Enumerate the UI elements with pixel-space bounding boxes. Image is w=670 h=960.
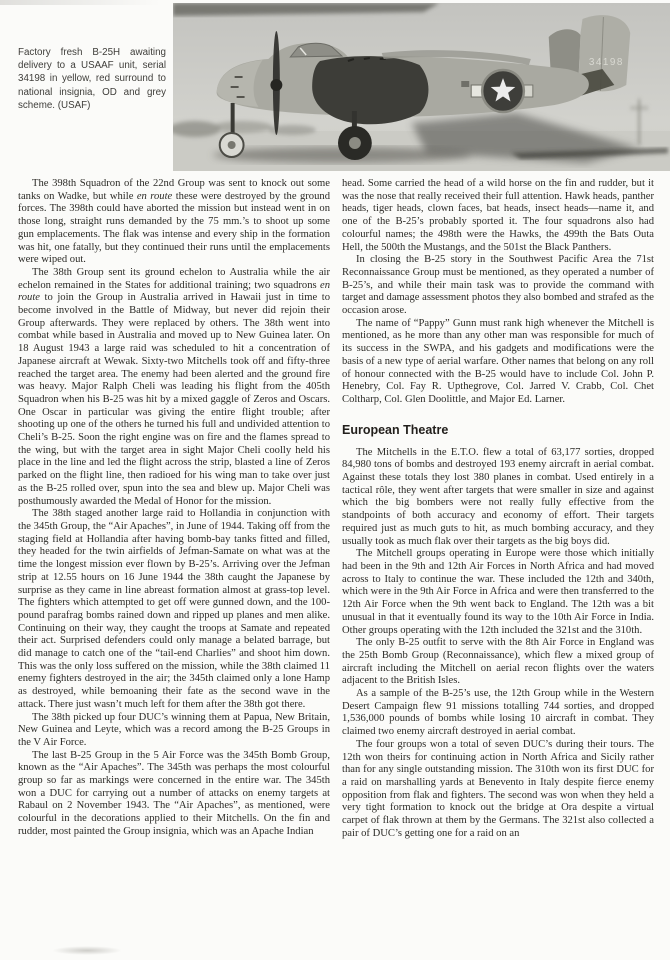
paragraph: The four groups won a total of seven DUC’s during their tours. The 12th won theirs for continuing action in North Africa and Sicily rather than for any single outstanding mission. The 310th won its first DUC for a raid on marshalling yards at Benevento in Italy despite fierce enemy opposition from flak and fighters. The second was won when they held a very tight formation to knock out the bridge at Ora despite a virtual carpet of flak thrown at them by the Germans. The 321st also collected a pair of DUC’s getting one for a raid on an bbox=[342, 738, 654, 839]
paragraph: The 38th Group sent its ground echelon to Australia while the air echelon remained in the States for additional training; two squadrons en route to join the Group in Australia arrived in Hawaii just in time to become involved in the Battle of Midway, but never did rejoin their Group afterwards. They were replaced by others. The 38th went into combat while based in Australia and moved up to New Guinea later. On 18 August 1943 a large raid was scheduled to hit a concentration of Japanese aircraft at Wewak. Sixty-two Mitchells took off and fifty-three reached the target area. The enemy had been alerted and the ground fire was heavy. Major Ralph Cheli was leading his flight from the 405th Squadron when his B-25 was hit by a mixed gaggle of Zeros and Oscars. One Oscar in particular was giving the entire flight trouble; after shooting up one of the others he turned his full and undivided attention to Cheli’s B-25. Soon the right engine was on fire and the flames spread to the wing, but with the target area in sight Major Cheli coolly held his place in the line and led the flight across the strip, blasted a line of Zeros parked on the flight line, then radioed for his wing man to take over just as the B-25 rolled over, spun into the sea and blew up. Major Cheli was posthumously awarded the Medal of Honor for the mission. bbox=[18, 266, 330, 507]
right-column-bottom bbox=[342, 447, 654, 841]
b25-photograph bbox=[173, 3, 670, 171]
print-smudge bbox=[52, 946, 122, 955]
b25-photo-illustration bbox=[173, 3, 670, 171]
article-body bbox=[18, 178, 654, 960]
print-artifact-top bbox=[0, 0, 160, 5]
tail-serial: 34198 bbox=[588, 56, 624, 69]
paragraph: The Mitchell groups operating in Europe were those which initially had been in the 9th and 12th Air Forces in North Africa and had moved across to Italy to continue the war. These included the 12th and 340th, which were in the 9th Air Force in Africa and were then transferred to the 12th Air Force when the 9th went back to England. The 12th was a bit unusual in that it eventually found its way to the 10th Air Force in India. Other groups operating with the 12th included the 321st and the 310th. bbox=[342, 548, 654, 636]
paragraph: The name of “Pappy” Gunn must rank high whenever the Mitchell is mentioned, as he more than any other man was responsible for much of its success in the SWPA, and his gadgets and modifications were the basis of a new type of aerial warfare. Other names that belong on any roll of honour connected with the B-25 would have to include Col. John P. Henebry, Col. Fay R. Upthegrove, Col. Jarred V. Crabb, Col. Chet Coltharp, Col. Glen Doolittle, and Major Ed. Larner. bbox=[342, 317, 654, 405]
section-heading-european-theatre: European Theatre bbox=[342, 422, 449, 437]
paragraph: The only B-25 outfit to serve with the 8th Air Force in England was the 25th Bomb Group (Reconnaissance), which flew a mixed group of aircraft including the Mitchell on aerial recon flights over the waters adjacent to the British Isles. bbox=[342, 637, 654, 687]
left-column bbox=[18, 178, 330, 960]
fuselage-hatch bbox=[461, 81, 469, 87]
paragraph: head. Some carried the head of a wild horse on the fin and rudder, but it was the nose that really received their full attention. Hawk heads, panther heads, tiger heads, clown faces, bat heads, insect heads—name it, and one of the B-25’s probably sported it. The four squadrons also had colourful names; the 498th were the Hawks, the 499th the Bats Outa Hell, the 500th the Mustangs, and the 501st the Black Panthers. bbox=[342, 178, 654, 253]
photo-caption-text: Factory fresh B-25H awaiting delivery to a USAAF unit, serial 34198 in yellow, red surround to national insignia, OD and grey scheme. (USAF) bbox=[18, 47, 166, 111]
photo-caption bbox=[18, 46, 166, 112]
engine-nacelle bbox=[312, 56, 428, 124]
right-column-top bbox=[342, 178, 654, 407]
paragraph: In closing the B-25 story in the Southwest Pacific Area the 71st Reconnaissance Group must be mentioned, as they operated a number of B-25’s, and while their main task was to provide the command with target and damage assessment photos they also bombed and strafed as the occasion arose. bbox=[342, 254, 654, 317]
paragraph: The 38th staged another large raid to Hollandia in conjunction with the 345th Group, the “Air Apaches”, in June of 1944. Taking off from the staging field at Hollandia after having bomb-bay tanks fitted and filled, they headed for the twin airfields of Jefman-Samate on what was at the time the longest mission ever flown by B-25’s. Arriving over the Jefman strip at 12.55 hours on 16 June 1944 the 38th caught the Japanese by surprise as they came in line abreast formation almost at grass-top level. The fighters which attempted to get off were gunned down, and the 100-pound parafrag bombs rained down and ripped up planes and men alike. Continuing on their way, they caught the troops at Samate and repeated their act. Surprised defenders could only manage a belated barrage, but did manage to catch one of the “tail-end Charlies” and shoot him down. This was the only loss suffered on the mission, while the 38th claimed 11 enemy fighters destroyed in the air; the 345th claimed only a lone Hamp as destroyed, while bemoaning their fate as the second wave in the attack. There just wasn’t much left for them after the 38th got there. bbox=[18, 508, 330, 710]
right-column bbox=[342, 178, 654, 960]
paragraph: The last B-25 Group in the 5 Air Force was the 345th Bomb Group, known as the “Air Apaches”. The 345th was perhaps the most colourful group so far as markings were concerned in the entire war. The 345th won a DUC for carrying out a number of attacks on enemy targets at Rabaul on 2 November 1943. The “Air Apaches”, as mentioned, were colourful in the decorations applied to their Mitchells. On the fin and rudder, most painted the Group insignia, which was an Apache Indian bbox=[18, 749, 330, 837]
paragraph: The Mitchells in the E.T.O. flew a total of 63,177 sorties, dropped 84,980 tons of bombs and destroyed 193 enemy aircraft in aerial combat. Against these totals they lost 380 planes in combat. Used entirely in a tactical rôle, they went after targets that were smaller in size and against which the big bombers were not really fully effective from the standpoints of both accuracy and economy of effort. Their targets required just as much guts to hit, as much bombing accuracy, and they usually took as much flak over their targets as the big boys did. bbox=[342, 446, 654, 547]
paragraph: The 38th picked up four DUC’s winning them at Papua, New Britain, New Guinea and Leyte, which was a record among the B-25 Groups in the V Air Force. bbox=[18, 711, 330, 748]
paragraph: As a sample of the B-25’s use, the 12th Group while in the Western Desert Campaign flew 91 missions totalling 744 sorties, and dropped 1,536,000 pounds of bombs while losing 10 aircraft in combat. They claimed two enemy aircraft destroyed in aerial combat. bbox=[342, 688, 654, 738]
paragraph: The 398th Squadron of the 22nd Group was sent to knock out some tanks on Wadke, but while en route these were destroyed by the ground forces. The 398th could have aborted the mission but instead went in on those long, straight runs demanded by the 75 mm.’s to shoot up some gun emplacements. The flak was intense and every ship in the formation was hit, one fatally, but they continued their runs until the emplacements were wiped out. bbox=[18, 178, 330, 266]
